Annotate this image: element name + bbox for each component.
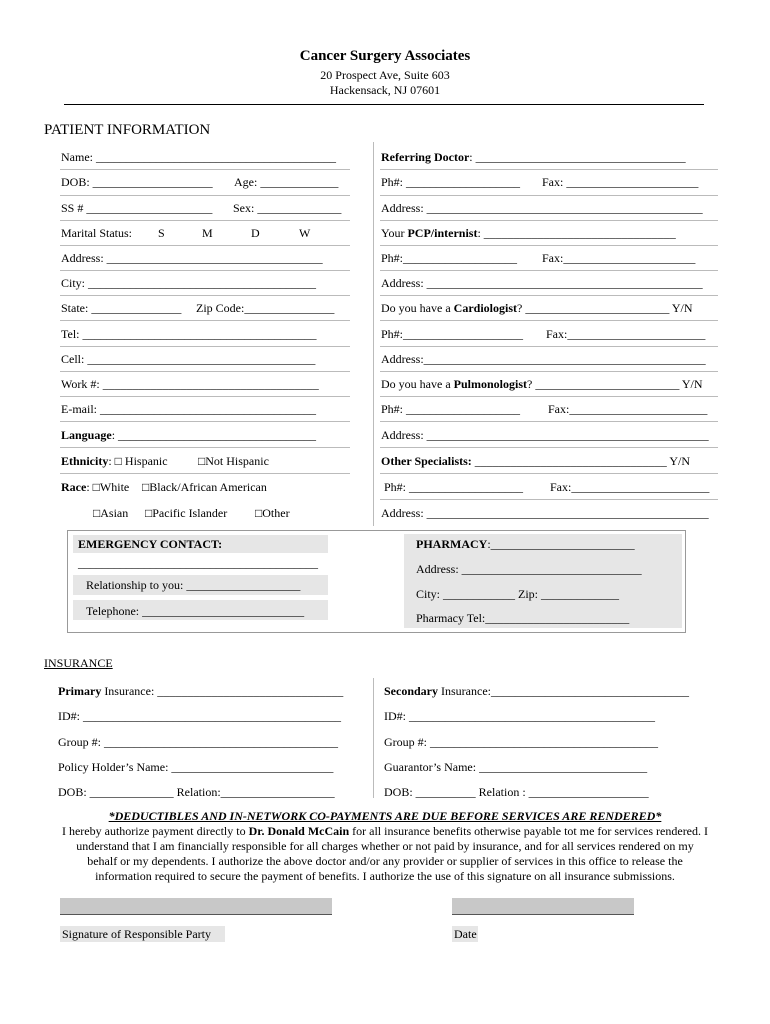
ethnicity-label-text: Ethnicity	[61, 454, 109, 468]
language-label: Language	[61, 428, 112, 442]
work-phone-field[interactable]: Work #: ____________________________________	[61, 377, 319, 391]
dob-field[interactable]: DOB: ____________________	[61, 175, 213, 189]
pcp-address-field[interactable]: Address: ______________________________________________	[381, 276, 703, 290]
marital-option-s[interactable]: S	[158, 226, 165, 240]
primary-dob-relation-field[interactable]: DOB: ______________ Relation:___________________	[58, 785, 335, 799]
ref-fax-field[interactable]: Fax: ______________________	[542, 175, 699, 189]
pulmonologist-line: ? ________________________ Y/N	[527, 377, 703, 391]
pulmonologist-field[interactable]	[381, 377, 703, 392]
cardiologist-field[interactable]	[381, 301, 693, 316]
pulmonologist-label: Pulmonologist	[453, 377, 527, 391]
cardio-phone-field[interactable]: Ph#:____________________	[381, 327, 524, 341]
insurance-heading: INSURANCE	[44, 656, 113, 670]
patient-info-heading: PATIENT INFORMATION	[44, 122, 211, 138]
sex-field[interactable]: Sex: ______________	[233, 201, 342, 215]
marital-option-w[interactable]: W	[299, 226, 311, 240]
referring-doctor-field[interactable]	[381, 150, 686, 165]
clinic-address-line1: 20 Prospect Ave, Suite 603	[320, 68, 450, 82]
cardiologist-label: Cardiologist	[453, 301, 517, 315]
pharmacy-line: :________________________	[487, 537, 635, 551]
primary-insurance-field[interactable]	[58, 684, 343, 699]
other-specialists-label: Other Specialists:	[381, 454, 472, 468]
pulmo-address-field[interactable]: Address: _______________________________________________	[381, 428, 709, 442]
race-white-checkbox[interactable]: : □White	[86, 480, 130, 494]
column-divider	[373, 142, 374, 526]
primary-group-field[interactable]: Group #: _______________________________________	[58, 735, 338, 749]
pcp-field[interactable]	[381, 226, 676, 241]
ssn-field[interactable]: SS # _____________________	[61, 201, 213, 215]
other-address-field[interactable]: Address: _______________________________________________	[381, 506, 709, 520]
pcp-phone-field[interactable]: Ph#:___________________	[381, 251, 518, 265]
pharmacy-field[interactable]	[416, 537, 635, 552]
header-rule	[64, 104, 704, 105]
race-asian-checkbox[interactable]: □Asian	[93, 506, 129, 520]
secondary-id-field[interactable]: ID#: _________________________________________	[384, 709, 655, 723]
ethnicity-label	[61, 454, 168, 469]
pulmo-fax-field[interactable]: Fax:_______________________	[548, 402, 708, 416]
emergency-telephone-field[interactable]: Telephone: ___________________________	[86, 604, 305, 618]
marital-option-d[interactable]: D	[251, 226, 260, 240]
pulmonologist-prefix: Do you have a	[381, 377, 454, 391]
authorization-line-2: understand that I am financially responsible for all charges whether or not paid by insurance, and for all services rendered on my	[76, 839, 694, 853]
cardiologist-line: ? ________________________ Y/N	[517, 301, 693, 315]
cardio-fax-field[interactable]: Fax:_______________________	[546, 327, 706, 341]
other-specialists-line: ________________________________ Y/N	[471, 454, 691, 468]
other-specialists-field[interactable]	[381, 454, 690, 469]
authorization-line-3: behalf or my dependents. I authorize the above doctor and/or any provider or supplier of services in this office to release the	[87, 854, 683, 868]
state-field[interactable]: State: _______________	[61, 301, 182, 315]
doctor-name: Dr. Donald McCain	[248, 824, 350, 838]
emergency-name-field[interactable]: ________________________________________	[78, 556, 318, 570]
authorization-line-4: information required to secure the payment of benefits. I authorize the use of this signature on all insurance submissions.	[95, 869, 675, 883]
pharmacy-tel-field[interactable]: Pharmacy Tel:________________________	[416, 611, 630, 625]
zip-code-field[interactable]: Zip Code:_______________	[196, 301, 335, 315]
policy-holder-field[interactable]: Policy Holder’s Name: ___________________________	[58, 760, 334, 774]
ethnicity-hispanic-checkbox[interactable]: : □ Hispanic	[108, 454, 168, 468]
emergency-contact-title: EMERGENCY CONTACT:	[78, 537, 223, 551]
referring-doctor-line: : ___________________________________	[469, 150, 686, 164]
other-fax-field[interactable]: Fax:_______________________	[550, 480, 710, 494]
secondary-line: Insurance:_________________________________	[438, 684, 689, 698]
cardio-address-field[interactable]: Address:_______________________________________________	[381, 352, 706, 366]
authorization-line-1: I hereby authorize payment directly to Dr. Donald McCain for all insurance benefits otherwise payable tot me for services rendered. I	[61, 824, 709, 838]
clinic-name: Cancer Surgery Associates	[299, 48, 471, 64]
pharmacy-title: PHARMACY	[416, 537, 488, 551]
referring-doctor-label: Referring Doctor	[381, 150, 470, 164]
pcp-label: PCP/internist	[407, 226, 478, 240]
name-field[interactable]: Name: ________________________________________	[61, 150, 336, 164]
race-label	[61, 480, 129, 495]
cell-field[interactable]: Cell: ______________________________________	[61, 352, 316, 366]
age-field[interactable]: Age: _____________	[234, 175, 339, 189]
clinic-address-line2: Hackensack, NJ 07601	[329, 83, 441, 97]
primary-id-field[interactable]: ID#: ___________________________________________	[58, 709, 341, 723]
pcp-prefix: Your	[381, 226, 408, 240]
race-label-text: Race	[61, 480, 87, 494]
tel-field[interactable]: Tel: _______________________________________	[61, 327, 317, 341]
guarantor-name-field[interactable]: Guarantor’s Name: ____________________________	[384, 760, 648, 774]
ethnicity-not-hispanic-checkbox[interactable]: □Not Hispanic	[198, 454, 269, 468]
other-phone-field[interactable]: Ph#: ___________________	[384, 480, 524, 494]
race-black-checkbox[interactable]: □Black/African American	[142, 480, 267, 494]
primary-line: Insurance: _______________________________	[101, 684, 344, 698]
address-field[interactable]: Address: ____________________________________	[61, 251, 323, 265]
secondary-label: Secondary	[384, 684, 438, 698]
ref-address-field[interactable]: Address: ______________________________________________	[381, 201, 703, 215]
secondary-dob-relation-field[interactable]: DOB: __________ Relation : ____________________	[384, 785, 649, 799]
pcp-line: : ________________________________	[477, 226, 676, 240]
deductibles-notice: *DEDUCTIBLES AND IN-NETWORK CO-PAYMENTS ARE DUE BEFORE SERVICES ARE RENDERED*	[108, 809, 662, 823]
date-label: Date	[454, 927, 477, 941]
city-field[interactable]: City: ______________________________________	[61, 276, 317, 290]
signature-label: Signature of Responsible Party	[62, 927, 211, 941]
language-field[interactable]	[61, 428, 316, 443]
signature-field[interactable]	[60, 898, 332, 915]
marital-status-label: Marital Status:	[61, 226, 132, 240]
race-pacific-islander-checkbox[interactable]: □Pacific Islander	[145, 506, 228, 520]
primary-label: Primary	[58, 684, 102, 698]
pharmacy-city-zip-field[interactable]: City: ____________ Zip: _____________	[416, 587, 620, 601]
pcp-fax-field[interactable]: Fax:______________________	[542, 251, 696, 265]
emergency-relationship-field[interactable]: Relationship to you: ___________________	[86, 578, 301, 592]
marital-option-m[interactable]: M	[202, 226, 213, 240]
date-field[interactable]	[452, 898, 634, 915]
ref-phone-field[interactable]: Ph#: ___________________	[381, 175, 521, 189]
cardiologist-prefix: Do you have a	[381, 301, 454, 315]
secondary-group-field[interactable]: Group #: ______________________________________	[384, 735, 658, 749]
language-line: : _________________________________	[111, 428, 317, 442]
race-other-checkbox[interactable]: □Other	[255, 506, 290, 520]
pharmacy-address-field[interactable]: Address: ______________________________	[416, 562, 642, 576]
email-field[interactable]: E-mail: ____________________________________	[61, 402, 316, 416]
secondary-insurance-field[interactable]	[384, 684, 689, 699]
pulmo-phone-field[interactable]: Ph#: ___________________	[381, 402, 521, 416]
